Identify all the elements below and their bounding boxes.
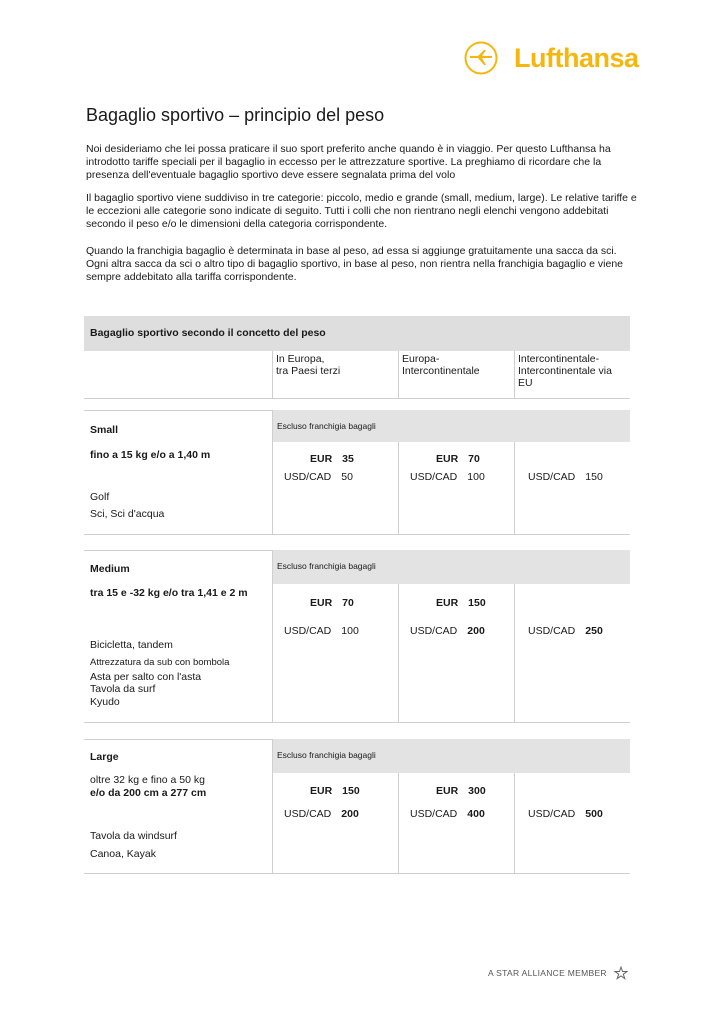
divider bbox=[514, 442, 515, 534]
price-usd bbox=[410, 625, 485, 637]
divider bbox=[84, 398, 630, 399]
currency-label: USD/CAD bbox=[284, 471, 332, 483]
price-usd bbox=[284, 471, 353, 483]
brand-name: Lufthansa bbox=[514, 42, 639, 73]
column-header-label: Europa- Intercontinentale bbox=[402, 353, 480, 377]
price-value: 35 bbox=[342, 453, 354, 465]
currency-label: USD/CAD bbox=[284, 808, 332, 820]
divider bbox=[398, 584, 399, 722]
band-label: Escluso franchigia bagagli bbox=[277, 750, 376, 760]
currency-label: USD/CAD bbox=[410, 625, 458, 637]
price-value: 200 bbox=[341, 808, 359, 820]
category-label-small: Small bbox=[90, 424, 119, 436]
lufthansa-logo bbox=[464, 40, 639, 76]
currency-label: EUR bbox=[436, 597, 459, 609]
category-label-large: Large bbox=[90, 751, 119, 763]
currency-label: USD/CAD bbox=[284, 625, 332, 637]
column-header-label: Intercontinentale- Intercontinentale via EU bbox=[518, 353, 612, 389]
band-label: Escluso franchigia bagagli bbox=[277, 561, 376, 571]
crane-logo-icon bbox=[464, 41, 498, 75]
price-value: 150 bbox=[342, 785, 360, 797]
category-range: tra 15 e -32 kg e/o tra 1,41 e 2 m bbox=[90, 587, 248, 599]
currency-label: EUR bbox=[310, 453, 333, 465]
category-range: oltre 32 kg e fino a 50 kg bbox=[90, 774, 205, 786]
baggage-band bbox=[272, 410, 630, 442]
currency-label: EUR bbox=[310, 597, 333, 609]
page-title: Bagaglio sportivo – principio del peso bbox=[86, 105, 385, 125]
price-value: 100 bbox=[341, 625, 359, 637]
sport-item: Bicicletta, tandem bbox=[90, 639, 173, 651]
price-value: 50 bbox=[341, 471, 353, 483]
baggage-band bbox=[272, 550, 630, 584]
currency-label: USD/CAD bbox=[528, 625, 576, 637]
categories-paragraph: Il bagaglio sportivo viene suddiviso in tre categorie: piccolo, medio e grande (small, medium, large). Le relative tariffe e le eccezioni alle categorie sono indicate di seguito. Tutti i colli che non rientrano negli elenchi vengono addebitati secondo il peso e/o le dimensioni della categoria corrispondente. bbox=[86, 192, 637, 230]
price-usd bbox=[410, 471, 485, 483]
allowance-paragraph: Quando la franchigia bagaglio è determinata in base al peso, ad essa si aggiunge gratuitamente una sacca da sci. Ogni altra sacca da sci o altro tipo di bagaglio sportivo, in base al peso, non rientra nella franchigia bagaglio e viene sempre addebitato alla tariffa corrispondente. bbox=[86, 245, 623, 283]
currency-label: USD/CAD bbox=[410, 471, 458, 483]
price-value: 500 bbox=[585, 808, 603, 820]
currency-label: USD/CAD bbox=[410, 808, 458, 820]
sport-item: Asta per salto con l'asta bbox=[90, 671, 202, 683]
band-label: Escluso franchigia bagagli bbox=[277, 421, 376, 431]
category-range: e/o da 200 cm a 277 cm bbox=[90, 787, 207, 799]
divider bbox=[514, 351, 515, 399]
price-eur bbox=[436, 597, 486, 609]
divider bbox=[84, 873, 630, 874]
column-header bbox=[514, 351, 630, 399]
footer-text: A STAR ALLIANCE MEMBER bbox=[488, 968, 607, 978]
divider bbox=[398, 773, 399, 873]
star-alliance-footer bbox=[488, 966, 631, 980]
price-value: 150 bbox=[468, 597, 486, 609]
category-label-medium: Medium bbox=[90, 563, 130, 575]
table-header-label: Bagaglio sportivo secondo il concetto del peso bbox=[90, 327, 326, 339]
price-eur bbox=[436, 785, 486, 797]
price-eur bbox=[310, 785, 360, 797]
price-usd bbox=[528, 471, 603, 483]
price-value: 70 bbox=[468, 453, 480, 465]
sport-item: Sci, Sci d'acqua bbox=[90, 508, 165, 520]
currency-label: EUR bbox=[310, 785, 333, 797]
divider bbox=[272, 550, 273, 722]
price-eur bbox=[310, 453, 354, 465]
price-value: 300 bbox=[468, 785, 486, 797]
sport-item: Attrezzatura da sub con bombola bbox=[90, 657, 230, 668]
intro-paragraph: Noi desideriamo che lei possa praticare il suo sport preferito anche quando è in viaggio. Per questo Lufthansa ha introdotto tariffe speciali per il bagaglio in eccesso per le attrezzature sportive. La preghiamo di ricordare che la presenza dell'eventuale bagaglio sportivo deve essere segnalata prima del volo bbox=[86, 143, 611, 181]
column-header bbox=[272, 351, 398, 399]
divider bbox=[514, 773, 515, 873]
price-eur bbox=[436, 453, 480, 465]
price-usd bbox=[528, 625, 603, 637]
divider bbox=[272, 351, 273, 399]
price-usd bbox=[284, 808, 359, 820]
sport-item: Golf bbox=[90, 491, 110, 503]
sport-item: Canoa, Kayak bbox=[90, 848, 156, 860]
price-usd bbox=[528, 808, 603, 820]
price-eur bbox=[310, 597, 354, 609]
price-usd bbox=[284, 625, 359, 637]
price-value: 70 bbox=[342, 597, 354, 609]
baggage-band bbox=[272, 739, 630, 773]
category-range: fino a 15 kg e/o a 1,40 m bbox=[90, 449, 211, 461]
column-header-label: In Europa, tra Paesi terzi bbox=[276, 353, 341, 377]
currency-label: USD/CAD bbox=[528, 471, 576, 483]
currency-label: EUR bbox=[436, 453, 459, 465]
divider bbox=[84, 722, 630, 723]
star-alliance-icon bbox=[611, 966, 631, 980]
currency-label: EUR bbox=[436, 785, 459, 797]
sport-item: Tavola da windsurf bbox=[90, 830, 177, 842]
divider bbox=[272, 739, 273, 873]
divider bbox=[398, 351, 399, 399]
table-header bbox=[84, 316, 630, 351]
column-header bbox=[398, 351, 514, 399]
sport-item: Kyudo bbox=[90, 696, 120, 708]
divider bbox=[84, 534, 630, 535]
price-value: 250 bbox=[585, 625, 603, 637]
price-value: 400 bbox=[467, 808, 485, 820]
divider bbox=[514, 584, 515, 722]
currency-label: USD/CAD bbox=[528, 808, 576, 820]
divider bbox=[398, 442, 399, 534]
price-value: 100 bbox=[467, 471, 485, 483]
price-value: 200 bbox=[467, 625, 485, 637]
price-usd bbox=[410, 808, 485, 820]
price-value: 150 bbox=[585, 471, 603, 483]
sport-item: Tavola da surf bbox=[90, 683, 156, 695]
divider bbox=[272, 410, 273, 534]
